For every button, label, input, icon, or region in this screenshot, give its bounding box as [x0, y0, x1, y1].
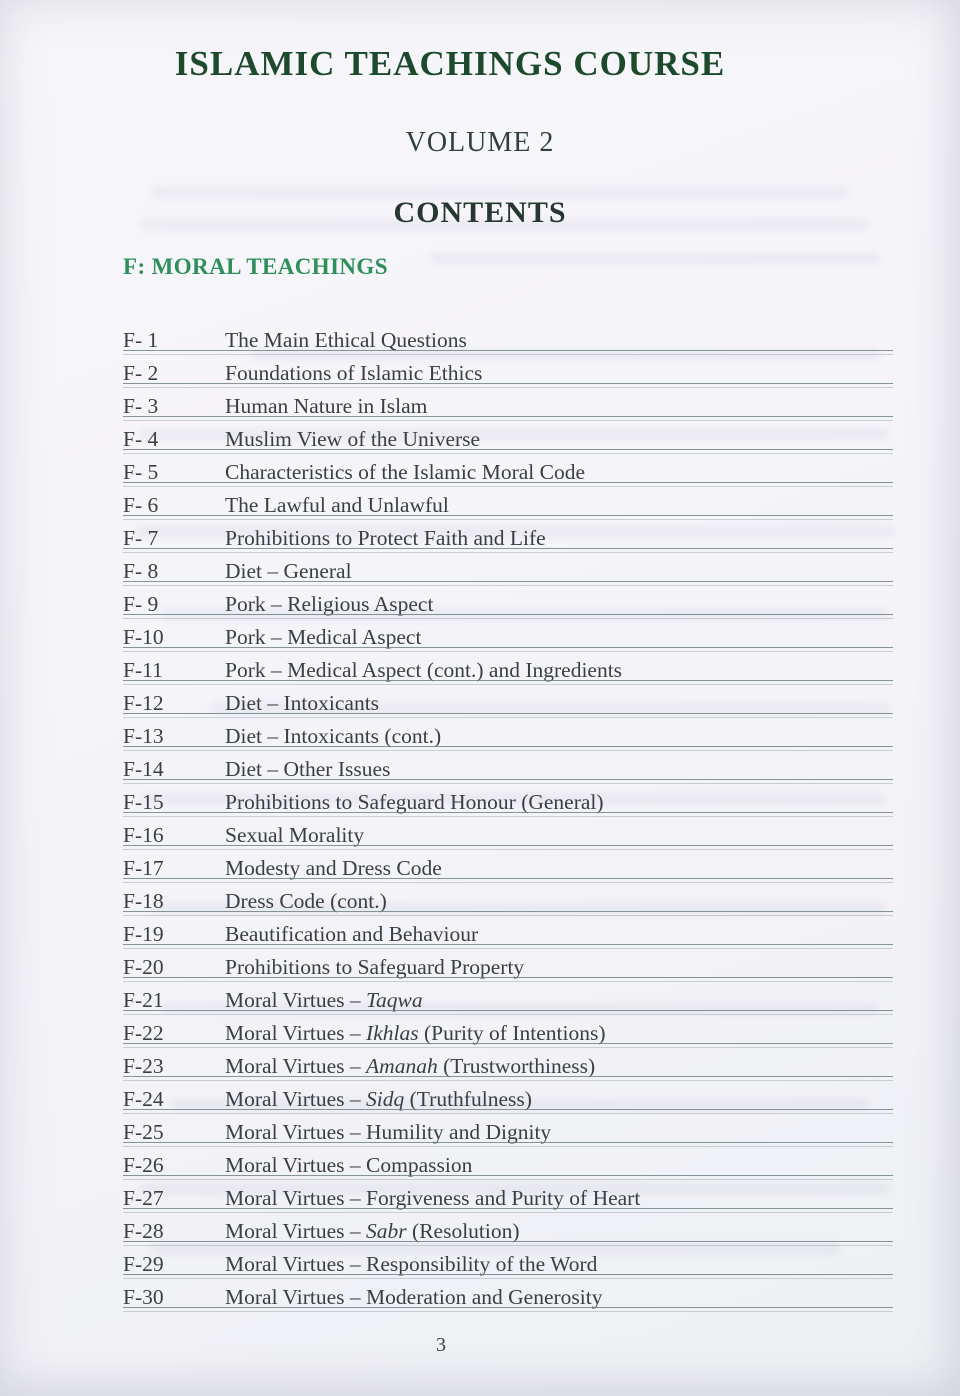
toc-row: [123, 751, 893, 784]
toc-entry-pre: Moral Virtues –: [225, 1021, 367, 1045]
toc-entry-title: [225, 391, 427, 421]
toc-row: [123, 520, 893, 553]
toc-entry-code: F-29: [123, 1252, 164, 1276]
toc-row: [123, 421, 893, 454]
toc-entry-code: F- 1: [123, 328, 159, 352]
toc-entry-title: [225, 457, 585, 487]
toc-entry-title: [225, 820, 364, 850]
toc-row: [123, 1246, 893, 1279]
toc-entry-title: [225, 556, 352, 586]
scan-bleed-artifact: [430, 252, 880, 265]
toc-entry-pre: Moral Virtues –: [225, 1054, 367, 1078]
toc-entry-title: [225, 424, 480, 454]
toc-entry-code: F- 7: [123, 526, 159, 550]
toc-entry-title: [225, 952, 524, 982]
toc-entry-code: F-28: [123, 1219, 164, 1243]
toc-entry-code: F-24: [123, 1087, 164, 1111]
toc-row: [123, 1180, 893, 1213]
toc-entry-title: [225, 1183, 640, 1213]
toc-entry-code: F- 8: [123, 559, 159, 583]
toc-entry-code: F- 9: [123, 592, 159, 616]
toc-list: [123, 322, 893, 1312]
toc-entry-pre: Moral Virtues –: [225, 988, 367, 1012]
toc-entry-pre: Moral Virtues – Humility and Dignity: [225, 1120, 552, 1144]
toc-entry-title: [225, 589, 433, 619]
toc-entry-title: [225, 1150, 472, 1180]
toc-row: [123, 652, 893, 685]
toc-row: [123, 487, 893, 520]
toc-row: [123, 355, 893, 388]
toc-entry-pre: Prohibitions to Safeguard Honour (General): [225, 790, 604, 814]
section-heading: F: MORAL TEACHINGS: [123, 254, 388, 279]
toc-entry-title: [225, 721, 441, 751]
toc-entry-pre: Moral Virtues – Responsibility of the Word: [225, 1252, 598, 1276]
toc-entry-code: F- 4: [123, 427, 159, 451]
toc-row: [123, 784, 893, 817]
toc-entry-post: (Trustworthiness): [437, 1054, 596, 1078]
toc-entry-code: F-14: [123, 757, 164, 781]
toc-row: [123, 817, 893, 850]
toc-entry-title: [225, 1117, 551, 1147]
toc-entry-code: F-16: [123, 823, 164, 847]
toc-entry-pre: Pork – Medical Aspect (cont.) and Ingredients: [225, 658, 623, 682]
toc-entry-code: F-22: [123, 1021, 164, 1045]
toc-entry-pre: Moral Virtues –: [225, 1219, 367, 1243]
toc-entry-title: [225, 919, 478, 949]
toc-entry-code: F-11: [123, 658, 163, 682]
toc-entry-italic: Amanah: [366, 1054, 438, 1078]
toc-row: [123, 949, 893, 982]
toc-row: [123, 982, 893, 1015]
toc-entry-code: F-20: [123, 955, 164, 979]
toc-row: [123, 322, 893, 355]
toc-entry-pre: Characteristics of the Islamic Moral Code: [225, 460, 586, 484]
toc-entry-title: [225, 1018, 606, 1048]
toc-entry-pre: Dress Code (cont.): [225, 889, 387, 913]
toc-entry-title: [225, 1216, 520, 1246]
toc-entry-pre: Pork – Religious Aspect: [225, 592, 434, 616]
toc-row: [123, 685, 893, 718]
toc-entry-code: F- 3: [123, 394, 159, 418]
toc-entry-code: F- 2: [123, 361, 159, 385]
toc-row: [123, 718, 893, 751]
toc-row: [123, 1213, 893, 1246]
toc-entry-italic: Taqwa: [366, 988, 423, 1012]
toc-entry-pre: Prohibitions to Safeguard Property: [225, 955, 525, 979]
toc-entry-post: (Truthfulness): [404, 1087, 532, 1111]
toc-entry-pre: Diet – Other Issues: [225, 757, 391, 781]
toc-row: [123, 916, 893, 949]
page-number: 3: [436, 1334, 446, 1356]
toc-entry-title: [225, 622, 421, 652]
toc-entry-code: F- 6: [123, 493, 159, 517]
toc-entry-post: (Purity of Intentions): [418, 1021, 606, 1045]
toc-row: [123, 553, 893, 586]
toc-entry-code: F-18: [123, 889, 164, 913]
toc-entry-pre: Modesty and Dress Code: [225, 856, 442, 880]
toc-row: [123, 1279, 893, 1312]
toc-entry-title: [225, 490, 449, 520]
toc-entry-code: F-17: [123, 856, 164, 880]
toc-entry-pre: Diet – Intoxicants: [225, 691, 380, 715]
toc-entry-title: [225, 754, 390, 784]
toc-row: [123, 1048, 893, 1081]
toc-entry-pre: Moral Virtues – Compassion: [225, 1153, 473, 1177]
toc-entry-title: [225, 1084, 532, 1114]
toc-entry-code: F-26: [123, 1153, 164, 1177]
toc-entry-code: F-13: [123, 724, 164, 748]
toc-entry-title: [225, 853, 442, 883]
toc-entry-pre: The Lawful and Unlawful: [225, 493, 449, 517]
toc-entry-title: [225, 523, 546, 553]
toc-entry-pre: Prohibitions to Protect Faith and Life: [225, 526, 546, 550]
toc-entry-pre: Muslim View of the Universe: [225, 427, 481, 451]
toc-entry-title: [225, 655, 622, 685]
toc-entry-pre: Moral Virtues –: [225, 1087, 367, 1111]
toc-row: [123, 454, 893, 487]
toc-entry-code: F-23: [123, 1054, 164, 1078]
toc-entry-title: [225, 325, 467, 355]
toc-entry-pre: Human Nature in Islam: [225, 394, 428, 418]
toc-row: [123, 619, 893, 652]
toc-entry-italic: Sidq: [366, 1087, 405, 1111]
toc-row: [123, 850, 893, 883]
toc-entry-post: (Resolution): [406, 1219, 520, 1243]
toc-entry-title: [225, 985, 423, 1015]
toc-entry-pre: Moral Virtues – Moderation and Generosity: [225, 1285, 603, 1309]
toc-entry-code: F-25: [123, 1120, 164, 1144]
toc-entry-title: [225, 1282, 602, 1312]
toc-entry-code: F-19: [123, 922, 164, 946]
toc-entry-title: [225, 886, 387, 916]
toc-entry-pre: Sexual Morality: [225, 823, 365, 847]
toc-entry-title: [225, 1051, 595, 1081]
toc-row: [123, 1114, 893, 1147]
toc-row: [123, 1081, 893, 1114]
book-title: ISLAMIC TEACHINGS COURSE: [174, 44, 726, 83]
toc-entry-code: F-10: [123, 625, 164, 649]
toc-entry-code: F- 5: [123, 460, 159, 484]
toc-entry-title: [225, 1249, 597, 1279]
toc-entry-code: F-12: [123, 691, 164, 715]
toc-entry-pre: Diet – General: [225, 559, 352, 583]
toc-row: [123, 1015, 893, 1048]
toc-entry-pre: The Main Ethical Questions: [225, 328, 467, 352]
toc-entry-code: F-30: [123, 1285, 164, 1309]
toc-entry-pre: Foundations of Islamic Ethics: [225, 361, 483, 385]
toc-entry-code: F-21: [123, 988, 164, 1012]
toc-entry-pre: Beautification and Behaviour: [225, 922, 479, 946]
toc-row: [123, 388, 893, 421]
toc-row: [123, 586, 893, 619]
toc-entry-title: [225, 688, 379, 718]
toc-row: [123, 883, 893, 916]
toc-entry-code: F-15: [123, 790, 164, 814]
toc-entry-pre: Diet – Intoxicants (cont.): [225, 724, 442, 748]
toc-row: [123, 1147, 893, 1180]
contents-heading: CONTENTS: [393, 196, 567, 229]
toc-entry-pre: Pork – Medical Aspect: [225, 625, 422, 649]
toc-entry-code: F-27: [123, 1186, 164, 1210]
toc-entry-pre: Moral Virtues – Forgiveness and Purity of Heart: [225, 1186, 641, 1210]
toc-entry-title: [225, 787, 604, 817]
toc-entry-italic: Sabr: [366, 1219, 407, 1243]
volume-heading: VOLUME 2: [405, 127, 555, 158]
toc-entry-title: [225, 358, 482, 388]
toc-entry-italic: Ikhlas: [366, 1021, 419, 1045]
